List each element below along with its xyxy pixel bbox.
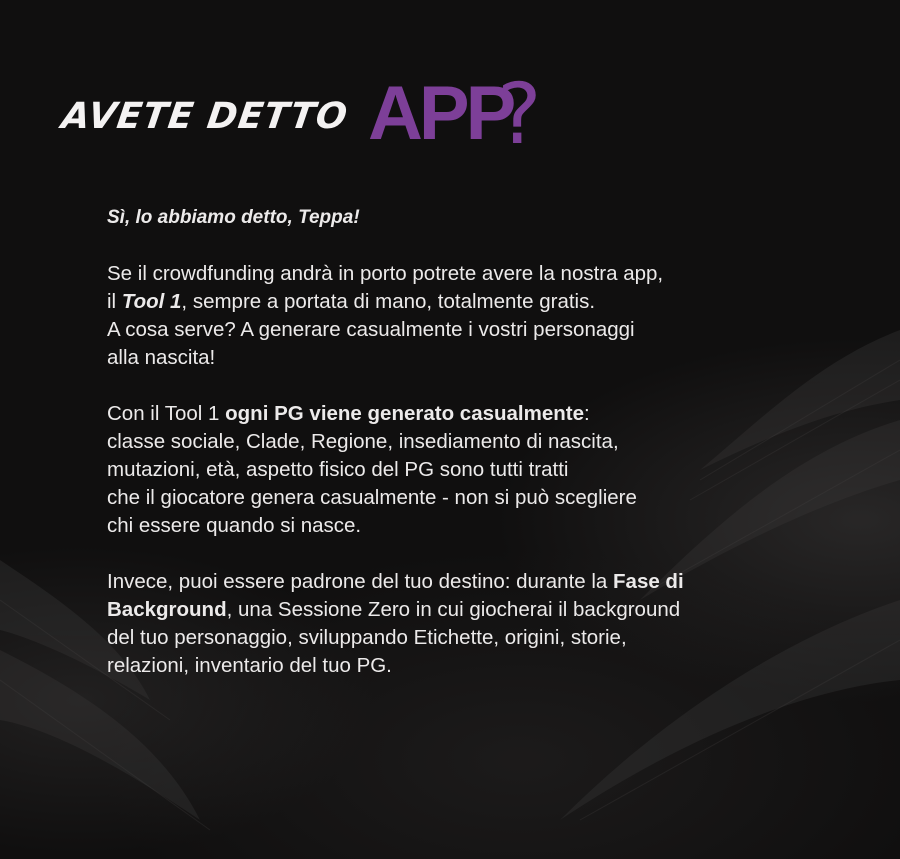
p3-line3: del tuo personaggio, sviluppando Etichette, origini, storie, [107, 626, 627, 649]
p1-pre-tool: il [107, 290, 122, 313]
p1-line1: Se il crowdfunding andrà in porto potrete avere la nostra app, [107, 262, 664, 285]
p2-line3: mutazioni, età, aspetto fisico del PG sono tutti tratti [107, 458, 569, 481]
p2-bold: ogni PG viene generato casualmente [225, 402, 585, 425]
title-highlight: APP [368, 71, 513, 156]
p3-line4: relazioni, inventario del tuo PG. [107, 654, 392, 677]
p1-post-tool: , sempre a portata di mano, totalmente gratis. [181, 290, 596, 313]
paragraph-app [107, 260, 807, 372]
page-title [59, 65, 582, 168]
title-lead: AVETE DETTO [59, 96, 351, 137]
p1-line3: A cosa serve? A generare casualmente i vostri personaggi [107, 318, 635, 341]
p1-line4: alla nascita! [107, 346, 216, 369]
intro-line: Sì, lo abbiamo detto, Teppa! [107, 207, 360, 228]
paragraph-background [107, 568, 807, 680]
p2-line2: classe sociale, Clade, Regione, insediamento di nascita, [107, 430, 619, 453]
body-text [107, 204, 807, 708]
paragraph-tool [107, 400, 807, 540]
p3-pre: Invece, puoi essere padrone del tuo destino: durante la [107, 570, 614, 593]
p1-tool-name: Tool 1 [121, 290, 182, 313]
p2-line4: che il giocatore genera casualmente - non si può scegliere [107, 486, 637, 509]
p2-post: : [584, 402, 590, 425]
p2-pre: Con il Tool 1 [107, 402, 226, 425]
p3-post2: , una Sessione Zero in cui giocherai il background [226, 598, 681, 621]
title-question-mark: ? [497, 65, 542, 163]
p3-bold1: Fase di [613, 570, 684, 593]
p2-line5: chi essere quando si nasce. [107, 514, 362, 537]
p3-bold2: Background [107, 598, 227, 621]
